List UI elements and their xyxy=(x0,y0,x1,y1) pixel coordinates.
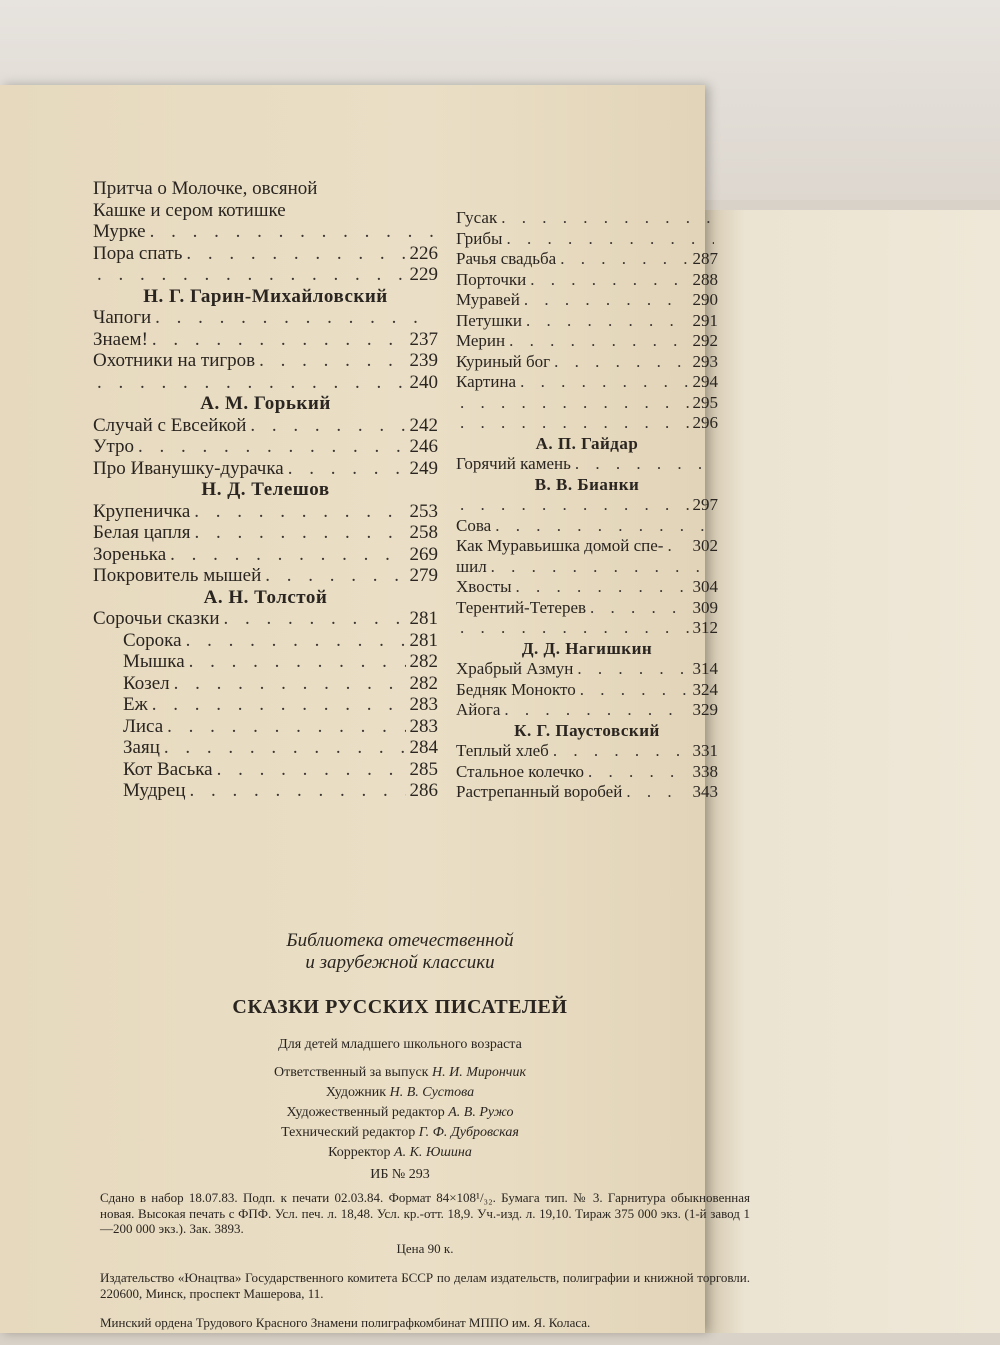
contents-entry xyxy=(456,700,718,721)
entry-title: Белая цапля xyxy=(93,522,191,543)
entry-title: шил xyxy=(456,556,487,576)
entry-title: Чапоги xyxy=(93,307,152,328)
entry-page-number: 249 xyxy=(409,457,438,479)
entry-title: Гусак xyxy=(456,208,498,227)
entry-page-number: 293 xyxy=(692,351,718,371)
contents-entry xyxy=(456,782,718,803)
entry-title: Пора спать xyxy=(93,242,183,264)
entry-page-number: 237 xyxy=(409,328,438,350)
contents-entry xyxy=(456,270,718,291)
contents-entry xyxy=(93,221,438,243)
entry-title: Муравей xyxy=(456,290,520,309)
entry-page-number: 331 xyxy=(692,741,718,760)
dot-leader xyxy=(667,536,688,557)
publisher-text: Издательство «Юнацтва» Государственного комитета БССР по делам издательств, полиграфии и книжной торговли. 220600, Минск, проспект Машерова, 11. xyxy=(100,1270,750,1301)
entry-title: Мурке xyxy=(93,221,146,242)
dot-leader xyxy=(553,741,689,762)
contents-entry xyxy=(456,249,718,270)
entry-page-number: 281 xyxy=(409,608,438,629)
dot-leader xyxy=(288,458,406,480)
entry-title: Заяц xyxy=(123,737,160,758)
series-name-line-2: и зарубежной классики xyxy=(305,952,495,973)
printer-text: Минский ордена Трудового Красного Знамени полиграфкомбинат МППО им. Я. Коласа. xyxy=(100,1315,591,1330)
credit-person: А. К. Юшина xyxy=(394,1145,472,1160)
dot-leader xyxy=(217,759,406,781)
entry-page-number: 296 xyxy=(692,413,718,432)
entry-title: Случай с Евсейкой xyxy=(93,414,247,436)
contents-entry xyxy=(93,458,438,480)
contents-entry xyxy=(456,680,718,701)
dot-leader xyxy=(155,307,434,329)
dot-leader xyxy=(97,264,406,286)
dot-leader xyxy=(460,413,689,434)
entry-title: Мудрец xyxy=(123,780,186,801)
contents-entry xyxy=(93,264,438,286)
contents-entry xyxy=(93,243,438,265)
entry-title: Утро xyxy=(93,436,134,457)
entry-title: Мышка xyxy=(123,651,185,672)
entry-title: Храбрый Азмун xyxy=(456,659,574,678)
contents-entry xyxy=(93,759,438,781)
contents-entry xyxy=(456,208,718,229)
dot-leader xyxy=(491,557,714,578)
credit-role: Корректор xyxy=(328,1145,391,1160)
entry-page-number: 302 xyxy=(692,536,718,555)
production-text: Сдано в набор 18.07.83. Подп. к печати 02.03.84. Формат 84×108¹/₃₂. Бумага тип. № 3. Гарнитура обыкновенная новая. Высокая печать с ФПФ. Усл. печ. л. 18,48. Усл. кр.-отт. 18,9. Уч.-изд. л. 19,10. Тираж 375 000 экз. (1-й завод 1—200 000 экз.). Зак. 3893. xyxy=(100,1190,750,1236)
entry-title: Растрепанный воробей xyxy=(456,782,623,801)
entry-page-number: 297 xyxy=(692,495,718,514)
dot-leader xyxy=(530,270,688,291)
dot-leader xyxy=(152,694,406,716)
contents-entry xyxy=(456,536,718,557)
contents-entry xyxy=(456,290,718,311)
dot-leader xyxy=(516,577,689,598)
contents-entry xyxy=(456,331,718,352)
entry-title: Куриный бог xyxy=(456,351,551,371)
dot-leader xyxy=(164,737,406,759)
contents-entry xyxy=(456,393,718,414)
credit-person: Н. И. Мирончик xyxy=(431,1065,527,1080)
author-heading: А. Н. Толстой xyxy=(203,586,328,608)
contents-entry xyxy=(456,454,718,475)
entry-page-number: 314 xyxy=(692,659,718,678)
dot-leader xyxy=(588,762,688,783)
dot-leader xyxy=(250,415,405,437)
dot-leader xyxy=(504,700,688,721)
contents-text-line: Кашке и сером котишке xyxy=(93,199,286,221)
entry-title: Сова xyxy=(456,515,492,535)
entry-page-number: 283 xyxy=(409,694,438,715)
contents-entry xyxy=(93,737,438,759)
entry-page-number: 291 xyxy=(692,310,718,330)
book-title: СКАЗКИ РУССКИХ ПИСАТЕЛЕЙ xyxy=(232,996,568,1018)
entry-title: Сорочьи сказки xyxy=(93,608,220,629)
dot-leader xyxy=(224,608,406,630)
credit-tech-editor xyxy=(100,1123,700,1143)
dot-leader xyxy=(195,522,406,544)
entry-page-number: 283 xyxy=(409,715,438,737)
entry-page-number: 269 xyxy=(409,543,438,565)
entry-title: Покровитель мышей xyxy=(93,565,262,586)
entry-title: Петушки xyxy=(456,310,522,330)
entry-page-number: 286 xyxy=(409,780,438,801)
entry-page-number: 258 xyxy=(409,522,438,543)
dot-leader xyxy=(460,618,689,639)
dot-leader xyxy=(167,716,405,738)
dot-leader xyxy=(575,454,714,475)
dot-leader xyxy=(506,229,714,250)
dot-leader xyxy=(577,659,688,680)
credit-person: Г. Ф. Дубровская xyxy=(418,1125,519,1140)
entry-title: Знаем! xyxy=(93,328,148,350)
dot-leader xyxy=(138,436,406,458)
entry-page-number: 246 xyxy=(409,436,438,457)
dot-leader xyxy=(265,565,405,587)
entry-title: Зоренька xyxy=(93,543,167,565)
contents-right-column xyxy=(456,208,718,803)
credit-artist xyxy=(100,1083,700,1103)
entry-page-number: 290 xyxy=(692,290,718,309)
entry-page-number: 279 xyxy=(409,565,438,586)
author-heading: Д. Д. Нагишкин xyxy=(521,638,653,658)
contents-entry xyxy=(456,495,718,516)
contents-entry xyxy=(93,501,438,523)
dot-leader xyxy=(560,249,688,270)
ib-number: ИБ № 293 xyxy=(370,1167,430,1182)
entry-page-number: 226 xyxy=(409,242,438,264)
entry-title: Сорока xyxy=(123,629,182,651)
contents-entry xyxy=(93,651,438,673)
author-heading: К. Г. Паустовский xyxy=(514,720,660,740)
entry-page-number: 242 xyxy=(409,414,438,436)
entry-page-number: 295 xyxy=(692,392,718,412)
dot-leader xyxy=(495,516,714,537)
dot-leader xyxy=(509,331,688,352)
credit-responsible xyxy=(100,1063,700,1083)
entry-title: Лиса xyxy=(123,715,164,737)
credit-role: Ответственный за выпуск xyxy=(273,1065,429,1080)
contents-entry xyxy=(93,372,438,394)
author-heading: Н. Д. Телешов xyxy=(201,479,330,500)
contents-entry xyxy=(456,372,718,393)
dot-leader xyxy=(194,501,405,523)
author-heading: В. В. Бианки xyxy=(534,474,640,494)
contents-entry xyxy=(93,522,438,544)
entry-title: Еж xyxy=(123,694,148,715)
entry-page-number: 338 xyxy=(692,761,718,781)
entry-title: Хвосты xyxy=(456,577,512,596)
entry-page-number: 312 xyxy=(692,618,718,637)
entry-title: Бедняк Монокто xyxy=(456,679,576,699)
entry-page-number: 309 xyxy=(692,597,718,617)
right-book-page xyxy=(700,210,1000,1333)
contents-entry xyxy=(93,565,438,587)
entry-page-number: 284 xyxy=(409,737,438,758)
dot-leader xyxy=(150,221,434,243)
credit-corrector xyxy=(100,1143,700,1163)
age-note: Для детей младшего школьного возраста xyxy=(278,1037,522,1052)
dot-leader xyxy=(524,290,689,311)
entry-title: Козел xyxy=(123,672,170,694)
entry-title: Рачья свадьба xyxy=(456,249,557,268)
credit-role: Технический редактор xyxy=(281,1125,416,1140)
contents-entry xyxy=(93,694,438,716)
entry-title: Горячий камень xyxy=(456,454,571,473)
entry-page-number: 287 xyxy=(692,249,718,268)
entry-page-number: 292 xyxy=(692,331,718,350)
dot-leader xyxy=(460,393,689,414)
entry-title: Теплый хлеб xyxy=(456,741,549,760)
entry-page-number: 282 xyxy=(409,672,438,694)
entry-title: Мерин xyxy=(456,331,506,350)
author-heading: Н. Г. Гарин-Михайловский xyxy=(143,285,388,307)
contents-entry xyxy=(456,557,718,578)
entry-title: Айога xyxy=(456,700,501,719)
entry-title: Грибы xyxy=(456,228,503,248)
entry-title: Про Иванушку-дурачка xyxy=(93,457,284,479)
imprint-block xyxy=(100,930,700,1183)
contents-text-line: Притча о Молочке, овсяной xyxy=(93,178,318,199)
contents-entry xyxy=(456,598,718,619)
contents-entry xyxy=(456,516,718,537)
dot-leader xyxy=(460,495,689,516)
entry-title: Как Муравьишка домой спе- xyxy=(456,536,664,555)
entry-page-number: 240 xyxy=(409,371,438,393)
contents-entry xyxy=(93,415,438,437)
credits xyxy=(100,1063,700,1163)
entry-title: Стальное колечко xyxy=(456,761,585,781)
dot-leader xyxy=(520,372,688,393)
contents-entry xyxy=(93,436,438,458)
entry-title: Терентий-Тетерев xyxy=(456,597,587,617)
contents-entry xyxy=(456,762,718,783)
credit-role: Художник xyxy=(325,1085,387,1100)
contents-entry xyxy=(93,716,438,738)
contents-entry xyxy=(93,780,438,802)
entry-title: Охотники на тигров xyxy=(93,350,256,371)
dot-leader xyxy=(152,329,406,351)
dot-leader xyxy=(501,208,714,229)
author-heading: А. М. Горький xyxy=(200,393,331,414)
dot-leader xyxy=(590,598,688,619)
contents-entry xyxy=(456,659,718,680)
contents-entry xyxy=(93,608,438,630)
series-name-line-1: Библиотека отечественной xyxy=(286,930,514,951)
entry-page-number: 285 xyxy=(409,758,438,780)
credit-person: Н. В. Сустова xyxy=(389,1085,475,1100)
dot-leader xyxy=(97,372,406,394)
dot-leader xyxy=(259,350,405,372)
author-heading: А. П. Гайдар xyxy=(535,433,639,453)
entry-page-number: 329 xyxy=(692,700,718,719)
contents-entry xyxy=(456,413,718,434)
dot-leader xyxy=(626,782,688,803)
credit-art-editor xyxy=(100,1103,700,1123)
credit-person: А. В. Ружо xyxy=(448,1105,514,1120)
entry-title: Порточки xyxy=(456,269,527,289)
contents-entry xyxy=(93,630,438,652)
dot-leader xyxy=(189,651,406,673)
dot-leader xyxy=(554,352,688,373)
entry-page-number: 294 xyxy=(692,372,718,391)
contents-entry xyxy=(456,229,718,250)
entry-title: Кот Васька xyxy=(123,758,213,780)
entry-page-number: 343 xyxy=(692,782,718,801)
contents-entry xyxy=(456,618,718,639)
contents-entry xyxy=(93,329,438,351)
contents-entry xyxy=(456,311,718,332)
entry-page-number: 253 xyxy=(409,500,438,522)
contents-entry xyxy=(456,577,718,598)
dot-leader xyxy=(186,630,406,652)
contents-entry xyxy=(93,307,438,329)
price: Цена 90 к. xyxy=(396,1240,454,1256)
dot-leader xyxy=(186,243,405,265)
contents-entry xyxy=(456,352,718,373)
entry-page-number: 239 xyxy=(409,350,438,371)
dot-leader xyxy=(580,680,689,701)
contents-entry xyxy=(456,741,718,762)
contents-left-column xyxy=(93,178,438,802)
contents-entry xyxy=(93,673,438,695)
contents-entry xyxy=(93,544,438,566)
credit-role: Художественный редактор xyxy=(286,1105,445,1120)
contents-entry xyxy=(93,350,438,372)
entry-title: Картина xyxy=(456,372,517,391)
entry-page-number: 281 xyxy=(409,629,438,651)
entry-page-number: 324 xyxy=(692,679,718,699)
entry-page-number: 304 xyxy=(692,577,718,596)
entry-page-number: 288 xyxy=(692,269,718,289)
dot-leader xyxy=(190,780,406,802)
entry-page-number: 229 xyxy=(409,264,438,285)
dot-leader xyxy=(174,673,406,695)
dot-leader xyxy=(170,544,405,566)
entry-title: Крупеничка xyxy=(93,500,191,522)
production-details xyxy=(100,1190,750,1345)
dot-leader xyxy=(526,311,689,332)
entry-page-number: 282 xyxy=(409,651,438,672)
